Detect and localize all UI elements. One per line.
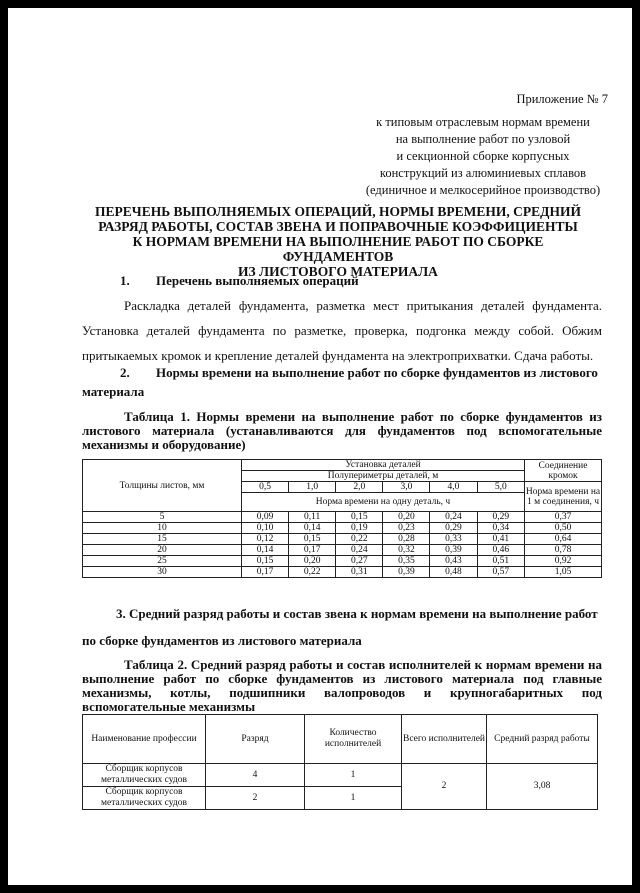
cell-value: 0,10 (242, 523, 289, 534)
table-row (83, 545, 602, 556)
cell-value: 0,14 (289, 523, 336, 534)
table-header-row (83, 715, 598, 764)
section3-heading: 3. Средний разряд работы и состав звена к нормам времени на выполнение работ (116, 606, 598, 621)
table-row (83, 567, 602, 578)
header-perimeter: 2,0 (336, 482, 383, 493)
header-thickness: Толщины листов, мм (83, 460, 242, 512)
title-line: РАЗРЯД РАБОТЫ, СОСТАВ ЗВЕНА И ПОПРАВОЧНЫЕ КОЭФФИЦИЕНТЫ (98, 219, 578, 234)
header-perimeter: 0,5 (242, 482, 289, 493)
cell-value: 0,24 (430, 512, 477, 523)
cell-value: 0,51 (477, 556, 524, 567)
cell-value: 0,22 (289, 567, 336, 578)
section2-heading-cont: материала (82, 384, 145, 399)
header-norm-per-part: Норма времени на одну деталь, ч (242, 493, 525, 512)
cell-value: 0,33 (430, 534, 477, 545)
norms-table (82, 459, 602, 578)
cell-thickness: 5 (83, 512, 242, 523)
cell-value: 0,15 (289, 534, 336, 545)
section1-text: Раскладка деталей фундамента, разметка мест притыкания деталей фундамента. Установка деталей фундамента по разметке, проверка, подгонка между собой. Обжим притыкаемых кромок и крепление деталей фундамента на электроприхватки. Сдача работы. (82, 298, 602, 363)
cell-thickness: 20 (83, 545, 242, 556)
cell-value: 0,20 (289, 556, 336, 567)
cell-thickness: 25 (83, 556, 242, 567)
cell-value: 0,29 (477, 512, 524, 523)
appendix-subtitle-line: к типовым отраслевым нормам времени (376, 115, 590, 129)
appendix-subtitle-line: и секционной сборке корпусных (396, 149, 570, 163)
cell-value: 0,20 (383, 512, 430, 523)
cell-value: 0,11 (289, 512, 336, 523)
header-semiperimeter: Полупериметры деталей, м (242, 471, 525, 482)
table-row (83, 534, 602, 545)
cell-thickness: 15 (83, 534, 242, 545)
header-total: Всего исполнителей (402, 715, 487, 764)
cell-value: 0,17 (242, 567, 289, 578)
cell-value: 0,41 (477, 534, 524, 545)
title-line: ИЗ ЛИСТОВОГО МАТЕРИАЛА (238, 264, 438, 279)
table-row (83, 556, 602, 567)
cell-grade: 2 (206, 787, 305, 810)
cell-joint: 0,50 (525, 523, 602, 534)
section2-heading: Нормы времени на выполнение работ по сборке фундаментов из листового (156, 365, 598, 380)
header-perimeter: 1,0 (289, 482, 336, 493)
cell-value: 0,15 (242, 556, 289, 567)
table1-caption: Таблица 1. Нормы времени на выполнение работ по сборке фундаментов из листового материала (устанавливаются для фундаментов под вспомогательные механизмы и оборудование) (82, 409, 602, 452)
cell-total: 2 (402, 764, 487, 810)
section1-heading: Перечень выполняемых операций (156, 273, 359, 288)
cell-value: 0,23 (383, 523, 430, 534)
cell-value: 0,14 (242, 545, 289, 556)
cell-value: 0,17 (289, 545, 336, 556)
header-joint-norm: Норма времени на 1 м соединения, ч (525, 482, 602, 512)
cell-value: 0,46 (477, 545, 524, 556)
cell-value: 0,35 (383, 556, 430, 567)
appendix-subtitle-line: (единичное и мелкосерийное производство) (365, 183, 601, 197)
cell-value: 0,34 (477, 523, 524, 534)
table2-caption: Таблица 2. Средний разряд работы и состав исполнителей к нормам времени на выполнение работ по сборке фундаментов из листового материала под главные механизмы, котлы, подшипники валопроводов и крупногабаритных под вспомогательные механизмы (82, 657, 602, 714)
header-avg-grade: Средний разряд работы (487, 715, 598, 764)
cell-joint: 0,92 (525, 556, 602, 567)
title-line: К НОРМАМ ВРЕМЕНИ НА ВЫПОЛНЕНИЕ РАБОТ ПО СБОРКЕ ФУНДАМЕНТОВ (132, 234, 544, 264)
document-page (8, 8, 632, 885)
cell-avg-grade: 3,08 (487, 764, 598, 810)
cell-value: 0,27 (336, 556, 383, 567)
cell-value: 0,39 (383, 567, 430, 578)
header-count: Количество исполнителей (305, 715, 402, 764)
cell-value: 0,31 (336, 567, 383, 578)
cell-joint: 0,37 (525, 512, 602, 523)
appendix-subtitle-line: конструкций из алюминиевых сплавов (379, 166, 587, 180)
cell-value: 0,12 (242, 534, 289, 545)
header-profession: Наименование профессии (83, 715, 206, 764)
cell-value: 0,09 (242, 512, 289, 523)
section1-number: 1. (120, 273, 130, 288)
cell-count: 1 (305, 787, 402, 810)
cell-grade: 4 (206, 764, 305, 787)
cell-thickness: 10 (83, 523, 242, 534)
cell-value: 0,48 (430, 567, 477, 578)
header-perimeter: 3,0 (383, 482, 430, 493)
cell-value: 0,19 (336, 523, 383, 534)
appendix-subtitle (358, 114, 608, 199)
appendix-label: Приложение № 7 (516, 92, 608, 106)
table-header-row (83, 460, 602, 471)
header-perimeter: 4,0 (430, 482, 477, 493)
cell-joint: 1,05 (525, 567, 602, 578)
header-perimeter: 5,0 (477, 482, 524, 493)
section2-number: 2. (120, 365, 130, 380)
cell-value: 0,57 (477, 567, 524, 578)
cell-profession: Сборщик корпусов металлических судов (83, 764, 206, 787)
header-grade: Разряд (206, 715, 305, 764)
cell-count: 1 (305, 764, 402, 787)
cell-profession: Сборщик корпусов металлических судов (83, 787, 206, 810)
table-row (83, 512, 602, 523)
cell-value: 0,32 (383, 545, 430, 556)
cell-value: 0,39 (430, 545, 477, 556)
cell-thickness: 30 (83, 567, 242, 578)
header-install: Установка деталей (242, 460, 525, 471)
cell-joint: 0,78 (525, 545, 602, 556)
crew-table (82, 714, 598, 810)
section3-heading-cont: по сборке фундаментов из листового материала (82, 633, 362, 648)
title-line: ПЕРЕЧЕНЬ ВЫПОЛНЯЕМЫХ ОПЕРАЦИЙ, НОРМЫ ВРЕМЕНИ, СРЕДНИЙ (95, 204, 581, 219)
cell-value: 0,15 (336, 512, 383, 523)
cell-value: 0,22 (336, 534, 383, 545)
appendix-subtitle-line: на выполнение работ по узловой (395, 132, 571, 146)
cell-value: 0,43 (430, 556, 477, 567)
table-row (83, 764, 598, 787)
cell-joint: 0,64 (525, 534, 602, 545)
cell-value: 0,28 (383, 534, 430, 545)
cell-value: 0,29 (430, 523, 477, 534)
document-title (78, 204, 598, 279)
header-joint: Соединение кромок (525, 460, 602, 482)
table-row (83, 523, 602, 534)
cell-value: 0,24 (336, 545, 383, 556)
